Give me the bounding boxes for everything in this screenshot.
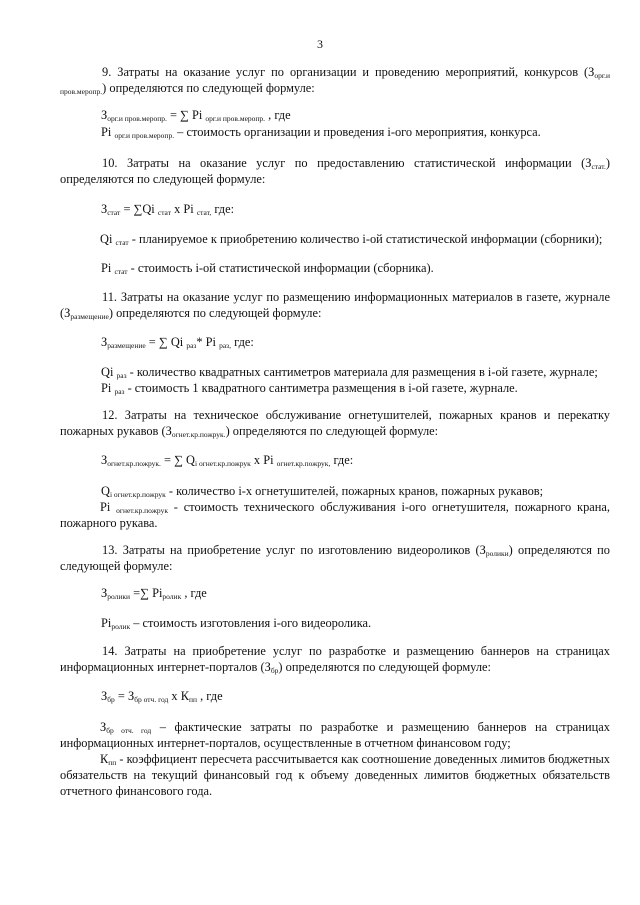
- item-12-formula: $З_{огнет.кр.пожрук.}$ = ∑ $Q_{i огнет.кр.пожрук}$ x Pi $_{огнет.кр.пожрук,}$ где:: [101, 453, 354, 468]
- item-14-def-k: $К_{пп}$ - коэффициент пересчета рассчитывается как соотношение доведенных лимитов бюджетных обязательств на текущий финансовый год к объему доведенных лимитов бюджетных обязательств отчетного финансового года.: [60, 752, 610, 798]
- item-10-def-q: Qi $_{стат}$ - планируемое к приобретению количество i-ой статистической информации (сборники);: [100, 232, 603, 247]
- item-10-def-p: Pi $_{стат}$ - стоимость i-ой статистической информации (сборника).: [101, 261, 434, 276]
- item-12-heading: 12. Затраты на техническое обслуживание огнетушителей, пожарных кранов и перекатку пожарных рукавов $(З_{огнет.кр.пожрук.})$ определяются по следующей формуле:: [60, 408, 610, 439]
- item-13-formula: $З_{ролики}$ =∑ $Pi_{ролик}$ , где: [101, 586, 207, 601]
- page-number: 3: [317, 37, 323, 51]
- item-12-def-p: Pi $_{огнет.кр.пожрук}$ - стоимость технического обслуживания i-ого огнетушителя, пожарного крана, пожарного рукава.: [60, 500, 610, 530]
- item-9-formula: $З_{орг.и пров.меропр.}$ = ∑ Pi $_{орг.и пров.меропр.}$ , где: [101, 108, 291, 123]
- item-13-definition: $Pi_{ролик}$ – стоимость изготовления i-ого видеоролика.: [101, 616, 372, 631]
- item-11-def-p: Pi $_{раз}$ - стоимость 1 квадратного сантиметра размещения в i-ой газете, журнале.: [101, 381, 518, 396]
- item-14-formula: $З_{бр} = З_{бр отч. год}$ x $К_{пп}$ , где: [101, 689, 223, 704]
- item-14-heading: 14. Затраты на приобретение услуг по разработке и размещению баннеров на страницах информационных интернет-порталов $(З_{бр})$ определяются по следующей формуле:: [60, 644, 610, 675]
- item-10-heading: 10. Затраты на оказание услуг по предоставлению статистической информации $(З_{стат.})$ определяются по следующей формуле:: [60, 156, 610, 186]
- item-11-formula: $З_{размещение}$ = ∑ Qi $_{раз}$* Pi $_{раз,}$ где:: [101, 335, 254, 350]
- item-12-def-q: $Q_{i огнет.кр.пожрук}$ - количество i-х огнетушителей, пожарных кранов, пожарных рукавов;: [101, 484, 544, 499]
- item-11-def-q: Qi $_{раз}$ - количество квадратных сантиметров материала для размещения в i-ой газете, журнале;: [101, 365, 598, 380]
- item-9-definition: Pi $_{орг.и пров.меропр.}$ – стоимость организации и проведения i-ого мероприятия, конкурса.: [101, 125, 541, 140]
- item-10-formula: $З_{стат} = \sum Qi$ $_{стат}$ x Pi $_{стат,}$ где:: [101, 202, 235, 217]
- item-14-def-z: $З_{бр отч. год}$ – фактические затраты по разработке и размещению баннеров на страницах информационных интернет-порталов, осуществленные в отчетном финансовом году;: [60, 720, 610, 750]
- item-9-heading: 9. Затраты на оказание услуг по организации и проведению мероприятий, конкурсов $(З_{орг.и пров.меропр.})$ определяются по следующей формуле:: [60, 65, 610, 96]
- item-13-heading: 13. Затраты на приобретение услуг по изготовлению видеороликов $(З_{ролики})$ определяются по следующей формуле:: [60, 543, 610, 573]
- item-11-heading: 11. Затраты на оказание услуг по размещению информационных материалов в газете, журнале $(З_{размещение})$ определяются по следующей формуле:: [60, 290, 610, 321]
